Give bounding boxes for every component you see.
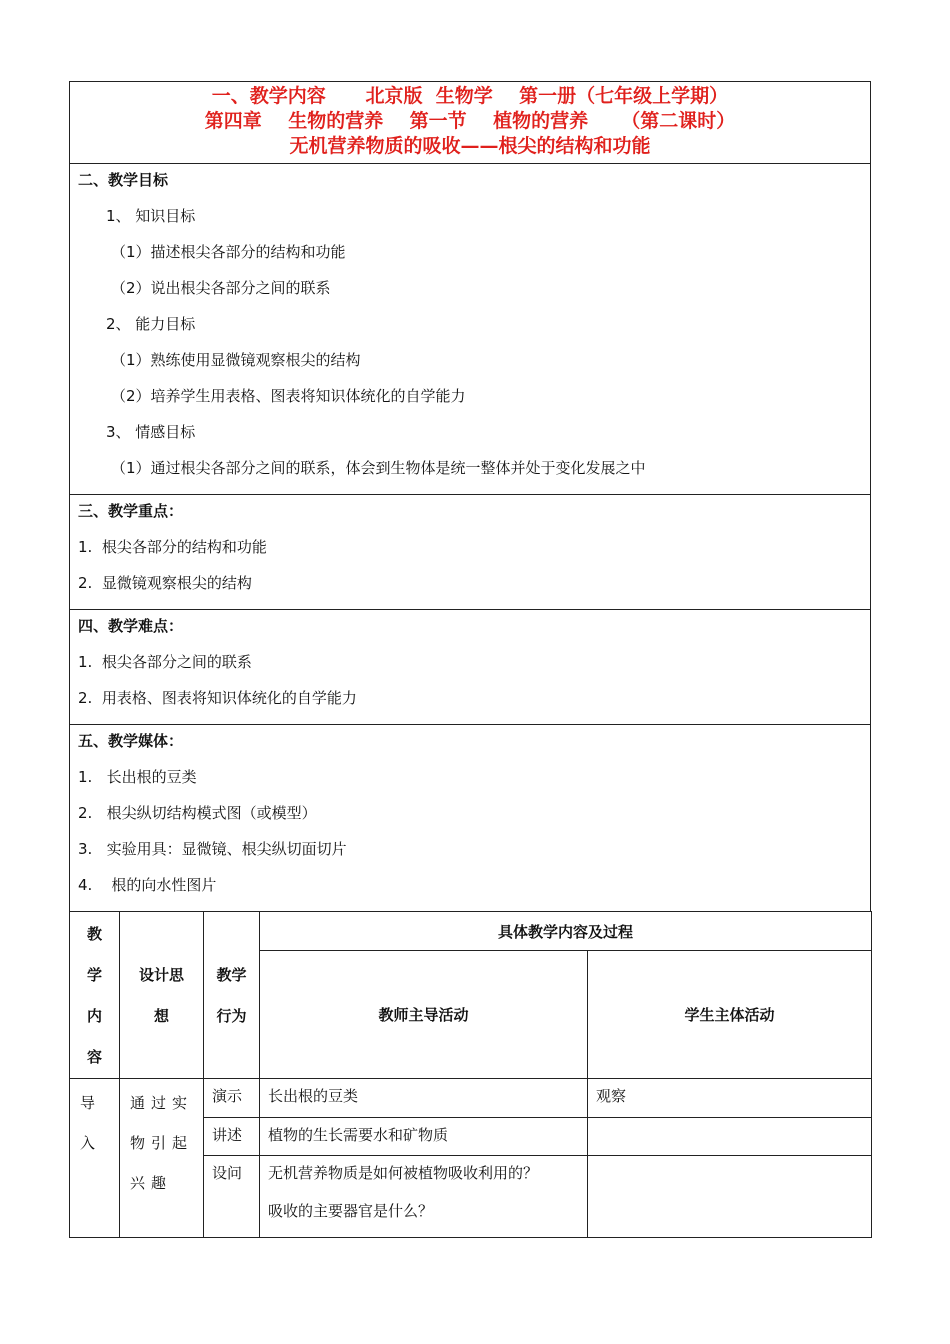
lesson-plan-document [69,81,871,1238]
teacher-activity-cell: 无机营养物质是如何被植物吸收利用的？ 吸收的主要器官是什么？ [260,1156,588,1238]
goal-line: （2）说出根尖各部分之间的联系 [111,279,331,297]
student-activity-cell: 观察 [588,1079,872,1118]
title-line-2: 第四章 生物的营养 第一节 植物的营养 （第二课时） [204,110,736,132]
document-title [70,82,871,164]
goal-line: 3、 情感目标 [106,423,196,441]
section-heading: 四、教学难点： [78,617,184,635]
media-line: 2. 根尖纵切结构模式图（或模型） [78,804,317,822]
intro-label: 导 入 [70,1079,120,1238]
media-section [70,725,871,912]
teacher-activity-cell: 长出根的豆类 [260,1079,588,1118]
media-line: 3. 实验用具：显微镜、根尖纵切面切片 [78,840,347,858]
teaching-process-table [69,911,872,1238]
header-teaching-behavior: 教学 行为 [204,912,260,1079]
goal-line: 2、 能力目标 [106,315,196,333]
difficulty-line: 1. 根尖各部分之间的联系 [78,653,252,671]
goal-line: （1）描述根尖各部分的结构和功能 [111,243,346,261]
key-point-line: 2. 显微镜观察根尖的结构 [78,574,252,592]
media-line: 4. 根的向水性图片 [78,876,217,894]
goal-line: 1、 知识目标 [106,207,196,225]
difficulty-line: 2. 用表格、图表将知识体统化的自学能力 [78,689,357,707]
header-teaching-content: 教 学 内 容 [70,912,120,1079]
title-line-1: 一、教学内容 北京版 生物学 第一册（七年级上学期） [211,85,729,107]
goal-line: （1）通过根尖各部分之间的联系，体会到生物体是统一整体并处于变化发展之中 [111,459,646,477]
intro-design-idea: 通过实 物引起 兴趣 [120,1079,204,1238]
lesson-plan-table [69,81,871,912]
difficulties-section [70,610,871,725]
section-heading: 三、教学重点： [78,502,184,520]
header-student-activity: 学生主体活动 [588,951,872,1079]
key-point-line: 1. 根尖各部分的结构和功能 [78,538,267,556]
student-activity-cell [588,1156,872,1238]
action-cell: 设问 [204,1156,260,1238]
action-cell: 演示 [204,1079,260,1118]
section-heading: 五、教学媒体： [78,732,184,750]
action-cell: 讲述 [204,1118,260,1156]
header-design-idea: 设计思 想 [120,912,204,1079]
header-teacher-activity: 教师主导活动 [260,951,588,1079]
goal-line: （2）培养学生用表格、图表将知识体统化的自学能力 [111,387,466,405]
header-process-main: 具体教学内容及过程 [260,912,872,951]
key-points-section [70,495,871,610]
section-heading: 二、教学目标 [78,171,169,189]
teaching-goals-section [70,164,871,495]
media-line: 1. 长出根的豆类 [78,768,197,786]
title-line-3: 无机营养物质的吸收——根尖的结构和功能 [289,135,651,157]
goal-line: （1）熟练使用显微镜观察根尖的结构 [111,351,361,369]
student-activity-cell [588,1118,872,1156]
teacher-activity-cell: 植物的生长需要水和矿物质 [260,1118,588,1156]
